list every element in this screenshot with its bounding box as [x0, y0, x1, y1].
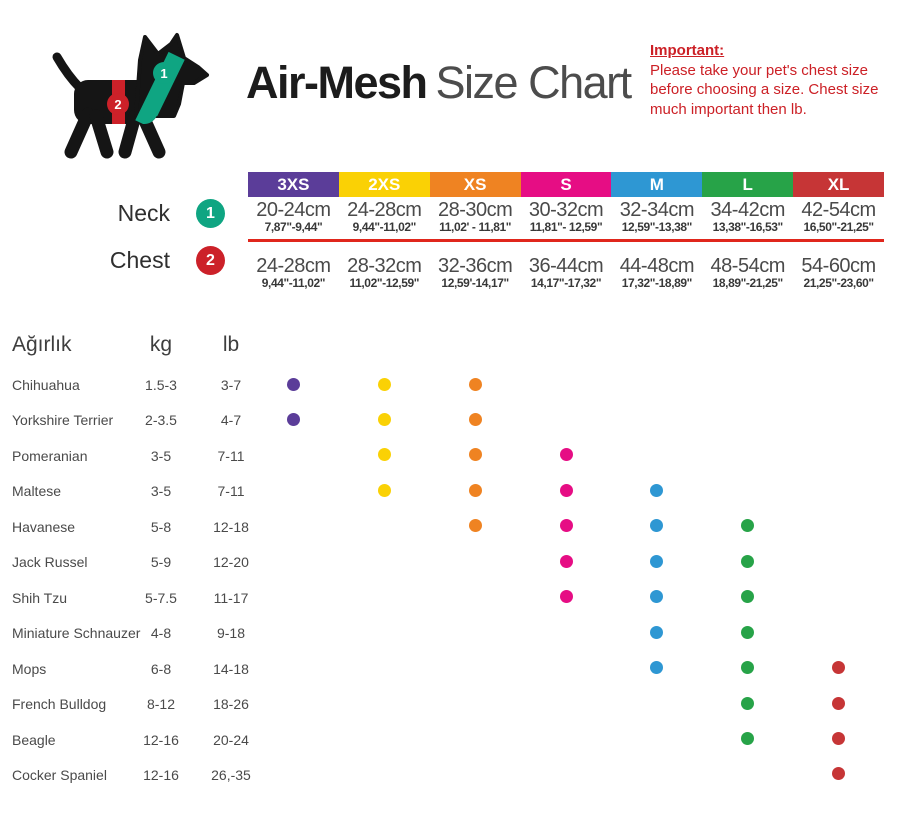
important-label: Important: — [650, 42, 725, 59]
breed-lb: 7-11 — [217, 447, 245, 464]
breed-name: Mops — [12, 660, 47, 677]
chest_in-cell-m: 17,32"-18,89" — [621, 276, 692, 290]
neck-marker-badge — [153, 62, 175, 84]
neck_cm-cell-s: 30-32cm — [528, 199, 604, 221]
breed-name: Chihuahua — [12, 377, 80, 393]
breed-lb: 11-17 — [213, 589, 249, 606]
chest-marker-number: 2 — [206, 251, 215, 269]
size-header-cell-3xs: 3XS — [248, 172, 339, 197]
breed-kg: 5-9 — [150, 554, 172, 571]
breed-name: Jack Russel — [12, 554, 88, 571]
breed-column-header: Ağırlık — [12, 333, 72, 356]
size-dot-m — [650, 555, 663, 568]
chest_cm-cell-m: 44-48cm — [619, 255, 694, 277]
breed-name: Maltese — [12, 483, 62, 500]
chest_cm-cell-l: 48-54cm — [710, 255, 785, 277]
table-row — [0, 553, 900, 569]
neck_cm-cell-m: 32-34cm — [619, 199, 694, 221]
breed-lb: 4-7 — [220, 412, 242, 429]
important-line: Please take your pet's chest size — [650, 61, 868, 79]
chest_in-cell-2xs: 11,02"-12,59" — [349, 276, 420, 290]
size-dot-l — [741, 555, 754, 568]
breed-name: Miniature Schnauzer — [12, 625, 141, 642]
chest-marker-badge — [107, 93, 129, 115]
neck_cm-cell-3xs: 20-24cm — [256, 199, 331, 221]
breed-name: Beagle — [12, 731, 56, 748]
table-row — [0, 447, 900, 463]
chest-marker-badge-legend — [196, 246, 225, 275]
neck_in-cell-3xs: 7,87"-9,44" — [264, 220, 323, 234]
neck-cm-row — [248, 199, 884, 222]
size-dot-s — [560, 484, 573, 497]
size-dot-2xs — [378, 413, 391, 426]
breed-kg: 2-3.5 — [145, 412, 177, 429]
table-row — [0, 518, 900, 534]
important-note — [650, 41, 900, 119]
size-dot-s — [560, 590, 573, 603]
page-title-secondary: Size Chart — [435, 57, 631, 108]
red-divider-line — [248, 239, 884, 242]
neck_cm-cell-xl: 42-54cm — [801, 199, 876, 221]
size-dot-3xs — [287, 378, 300, 391]
neck-inch-row — [248, 220, 884, 234]
size-dot-m — [650, 519, 663, 532]
neck_in-cell-2xs: 9,44"-11,02" — [352, 220, 416, 234]
breed-lb: 14-18 — [213, 660, 249, 677]
size-dot-l — [741, 626, 754, 639]
table-row — [0, 624, 900, 640]
chest_in-cell-3xs: 9,44"-11,02" — [261, 276, 326, 290]
breed-kg: 6-8 — [150, 660, 172, 677]
breed-lb: 9-18 — [216, 625, 246, 642]
breed-kg: 5-7.5 — [145, 589, 177, 606]
chest_in-cell-xs: 12,59'-14,17" — [441, 276, 509, 290]
size-dot-xl — [832, 767, 845, 780]
breed-name: Yorkshire Terrier — [12, 412, 114, 429]
size-header-cell-2xs: 2XS — [339, 172, 430, 197]
size-dot-l — [741, 519, 754, 532]
important-line: before choosing a size. Chest size — [650, 81, 879, 98]
size-header-cell-s: S — [521, 172, 612, 197]
chest-marker-number: 2 — [114, 97, 122, 112]
chest-cm-row — [248, 255, 884, 278]
size-dot-s — [560, 519, 573, 532]
neck_in-cell-l: 13,38"-16,53" — [712, 220, 783, 234]
size-dot-xl — [832, 697, 845, 710]
chest_cm-cell-xs: 32-36cm — [437, 255, 513, 277]
neck_in-cell-xl: 16,50"-21,25" — [803, 220, 874, 234]
breed-kg: 4-8 — [150, 625, 172, 642]
size-dot-m — [650, 484, 663, 497]
breed-lb: 26,-35 — [211, 766, 251, 783]
size-dot-m — [650, 590, 663, 603]
page-title-primary: Air-Mesh — [246, 57, 427, 108]
size-dot-xs — [469, 378, 482, 391]
size-dot-l — [741, 697, 754, 710]
table-row — [0, 376, 900, 392]
size-dot-2xs — [378, 484, 391, 497]
neck_cm-cell-xs: 28-30cm — [437, 199, 513, 221]
chest-label: Chest — [109, 247, 170, 273]
breed-lb: 7-11 — [217, 483, 245, 500]
neck_in-cell-m: 12,59"-13,38" — [621, 220, 692, 234]
breed-name: Shih Tzu — [12, 589, 67, 606]
neck_in-cell-s: 11,81"- 12,59" — [529, 220, 603, 234]
chest_cm-cell-xl: 54-60cm — [801, 255, 876, 277]
neck_cm-cell-2xs: 24-28cm — [347, 199, 422, 221]
breed-name: Pomeranian — [12, 447, 88, 464]
neck-marker-number: 1 — [206, 204, 215, 222]
chest-inch-row — [248, 276, 884, 290]
chest_in-cell-xl: 21,25"-23,60" — [803, 276, 874, 290]
breed-lb: 18-26 — [213, 696, 249, 713]
chest_cm-cell-2xs: 28-32cm — [347, 255, 422, 277]
size-header-cell-xs: XS — [430, 172, 521, 197]
size-dot-xs — [469, 519, 482, 532]
size-dot-l — [741, 590, 754, 603]
table-row — [0, 766, 900, 782]
breed-lb: 12-20 — [213, 554, 249, 571]
size-dot-l — [741, 661, 754, 674]
size-dot-xs — [469, 484, 482, 497]
breed-name: Cocker Spaniel — [12, 766, 107, 783]
kg-column-header: kg — [149, 333, 173, 356]
dog-tail — [57, 57, 80, 88]
breed-kg: 1.5-3 — [145, 377, 177, 393]
chest_in-cell-s: 14,17"-17,32" — [530, 276, 602, 290]
breed-kg: 12-16 — [143, 766, 179, 783]
size-dot-xl — [832, 732, 845, 745]
size-dot-m — [650, 661, 663, 674]
size-dot-l — [741, 732, 754, 745]
size-dot-2xs — [378, 448, 391, 461]
size-dot-xs — [469, 413, 482, 426]
size-header-cell-xl: XL — [793, 172, 884, 197]
neck_cm-cell-l: 34-42cm — [710, 199, 785, 221]
chest_cm-cell-3xs: 24-28cm — [256, 255, 331, 277]
size-dot-m — [650, 626, 663, 639]
size-header-cell-m: M — [611, 172, 702, 197]
table-row — [0, 482, 900, 498]
table-row — [0, 589, 900, 605]
breed-kg: 12-16 — [143, 731, 179, 748]
chest_cm-cell-s: 36-44cm — [528, 255, 604, 277]
important-line: much important then lb. — [650, 100, 807, 118]
size-dot-xl — [832, 661, 845, 674]
size-header-row — [248, 172, 884, 197]
neck-label: Neck — [117, 200, 170, 226]
breed-name: French Bulldog — [12, 696, 107, 713]
size-dot-xs — [469, 448, 482, 461]
chest_in-cell-l: 18,89"-21,25" — [712, 276, 783, 290]
breed-lb: 3-7 — [220, 377, 242, 393]
neck_in-cell-xs: 11,02' - 11,81" — [439, 220, 512, 234]
table-row — [0, 660, 900, 676]
neck-marker-badge-legend — [196, 199, 225, 228]
size-header-cell-l: L — [702, 172, 793, 197]
page-title — [246, 57, 631, 109]
size-dot-s — [560, 448, 573, 461]
neck-marker-number: 1 — [160, 66, 168, 81]
breed-rows — [0, 376, 900, 796]
lb-column-header: lb — [222, 333, 240, 356]
breed-kg: 5-8 — [150, 518, 172, 535]
breed-lb: 12-18 — [213, 518, 249, 535]
size-dot-s — [560, 555, 573, 568]
table-row — [0, 411, 900, 427]
breed-lb: 20-24 — [213, 731, 249, 748]
breed-name: Havanese — [12, 518, 76, 535]
size-dot-3xs — [287, 413, 300, 426]
breed-kg: 8-12 — [146, 696, 176, 713]
breed-kg: 3-5 — [150, 447, 172, 464]
table-row — [0, 731, 900, 747]
size-dot-2xs — [378, 378, 391, 391]
dog-harness-illustration — [38, 24, 228, 166]
table-row — [0, 695, 900, 711]
breed-kg: 3-5 — [150, 483, 172, 500]
